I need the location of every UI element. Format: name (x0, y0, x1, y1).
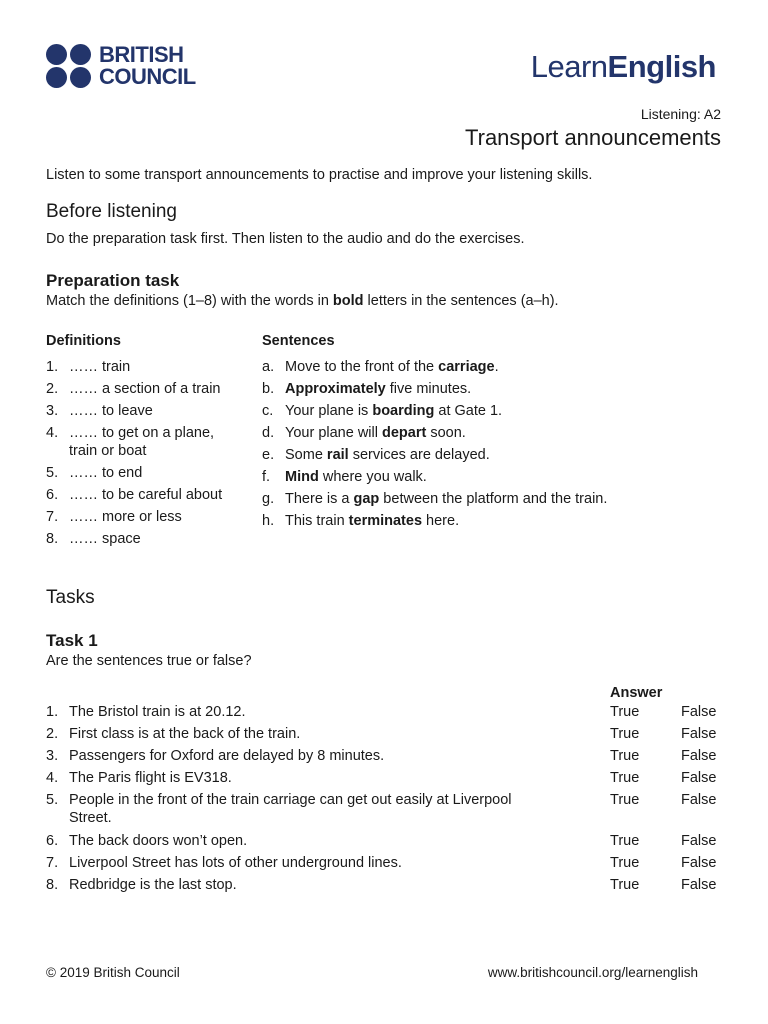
statement-text: Redbridge is the last stop. (69, 877, 237, 893)
definition-number: 6. (46, 487, 59, 503)
sentence-text: services are delayed. (348, 447, 490, 463)
definition-text-continued: train or boat (69, 443, 147, 459)
statement-number: 8. (46, 877, 59, 893)
sentence-text: Some (285, 447, 327, 463)
answer-blank[interactable]: …… (69, 359, 98, 375)
sentence-letter: h. (262, 513, 275, 529)
statement-text: First class is at the back of the train. (69, 726, 301, 742)
answer-blank[interactable]: …… (69, 403, 98, 419)
before-listening-text: Do the preparation task first. Then listen to the audio and do the exercises. (46, 231, 525, 247)
false-option[interactable]: False (681, 833, 717, 849)
sentence-keyword: Mind (285, 469, 319, 485)
preparation-task-heading: Preparation task (46, 271, 180, 290)
sentence-text: Your plane is (285, 403, 373, 419)
statement-text-continued: Street. (69, 810, 112, 826)
false-option[interactable]: False (681, 726, 717, 742)
sentence-keyword: carriage (438, 359, 495, 375)
false-option[interactable]: False (681, 792, 717, 808)
true-option[interactable]: True (610, 748, 640, 764)
statement-number: 3. (46, 748, 59, 764)
copyright-text: © 2019 British Council (46, 965, 180, 980)
true-option[interactable]: True (610, 792, 640, 808)
statement-text: People in the front of the train carriage can get out easily at Liverpool (69, 792, 512, 808)
definition-text: to end (102, 465, 143, 481)
true-option[interactable]: True (610, 770, 640, 786)
page-title: Transport announcements (465, 125, 721, 150)
sentence-letter: a. (262, 359, 275, 375)
sentence-text: at Gate 1. (434, 403, 503, 419)
definition-text: to be careful about (102, 487, 223, 503)
definition-number: 4. (46, 425, 59, 441)
british-council-logo (46, 44, 216, 90)
true-option[interactable]: True (610, 704, 640, 720)
statement-number: 7. (46, 855, 59, 871)
answer-blank[interactable]: …… (69, 487, 98, 503)
sentence-letter: f. (262, 469, 271, 485)
statement-number: 6. (46, 833, 59, 849)
sentence-letter: d. (262, 425, 275, 441)
definition-number: 8. (46, 531, 59, 547)
statement-number: 1. (46, 704, 59, 720)
sentence-letter: g. (262, 491, 275, 507)
sentence-text: There is a (285, 491, 354, 507)
answer-blank[interactable]: …… (69, 465, 98, 481)
sentence-text: five minutes. (385, 381, 472, 397)
answer-blank[interactable]: …… (69, 425, 98, 441)
statement-number: 5. (46, 792, 59, 808)
before-listening-heading: Before listening (46, 201, 177, 222)
sentence-letter: e. (262, 447, 275, 463)
sentence-keyword: boarding (372, 403, 435, 419)
sentence-text: here. (422, 513, 460, 529)
sentence-text: between the platform and the train. (379, 491, 608, 507)
website-link[interactable]: www.britishcouncil.org/learnenglish (487, 965, 698, 980)
preparation-instructions: Match the definitions (1–8) with the words in bold letters in the sentences (a–h). (46, 293, 559, 309)
definition-text: to leave (102, 403, 153, 419)
sentences-heading: Sentences (262, 333, 335, 349)
answer-blank[interactable]: …… (69, 381, 98, 397)
intro-text: Listen to some transport announcements to practise and improve your listening skills. (46, 167, 593, 183)
statement-text: The Paris flight is EV318. (69, 770, 232, 786)
statement-text: The Bristol train is at 20.12. (69, 704, 246, 720)
sentence-text: . (494, 359, 499, 375)
false-option[interactable]: False (681, 770, 717, 786)
statement-number: 2. (46, 726, 59, 742)
sentence-text: This train (285, 513, 349, 529)
level-label: Listening: A2 (640, 106, 721, 122)
sentence-keyword: Approximately (285, 381, 386, 397)
sentence-text: Move to the front of the (285, 359, 439, 375)
sentence-keyword: terminates (348, 513, 423, 529)
definition-number: 3. (46, 403, 59, 419)
definition-number: 1. (46, 359, 59, 375)
statement-text: Passengers for Oxford are delayed by 8 minutes. (69, 748, 385, 764)
true-option[interactable]: True (610, 726, 640, 742)
definition-number: 2. (46, 381, 59, 397)
definition-text: train (102, 359, 131, 375)
sentence-keyword: gap (353, 491, 380, 507)
task1-heading: Task 1 (46, 631, 98, 650)
false-option[interactable]: False (681, 748, 717, 764)
logo-wordmark: BRITISH COUNCIL (99, 42, 196, 89)
answer-heading: Answer (610, 685, 663, 701)
logo-dots-icon (46, 44, 94, 88)
definition-text: a section of a train (102, 381, 221, 397)
true-option[interactable]: True (610, 855, 640, 871)
sentence-keyword: rail (326, 447, 349, 463)
false-option[interactable]: False (681, 704, 717, 720)
statement-text: Liverpool Street has lots of other underground lines. (69, 855, 402, 871)
learnenglish-logo: LearnEnglish (530, 49, 716, 84)
definition-text: to get on a plane, (102, 425, 215, 441)
answer-blank[interactable]: …… (69, 509, 98, 525)
false-option[interactable]: False (681, 877, 717, 893)
sentence-text: Your plane will (285, 425, 382, 441)
false-option[interactable]: False (681, 855, 717, 871)
true-option[interactable]: True (610, 877, 640, 893)
definition-number: 5. (46, 465, 59, 481)
sentence-text: where you walk. (318, 469, 427, 485)
tasks-heading: Tasks (46, 587, 95, 608)
definitions-heading: Definitions (46, 333, 121, 349)
definition-text: more or less (102, 509, 182, 525)
definition-number: 7. (46, 509, 59, 525)
definition-text: space (102, 531, 141, 547)
answer-blank[interactable]: …… (69, 531, 98, 547)
true-option[interactable]: True (610, 833, 640, 849)
sentence-text: soon. (426, 425, 466, 441)
statement-number: 4. (46, 770, 59, 786)
statement-text: The back doors won’t open. (69, 833, 248, 849)
sentence-letter: b. (262, 381, 275, 397)
sentence-keyword: depart (382, 425, 427, 441)
sentence-letter: c. (262, 403, 274, 419)
task1-instructions: Are the sentences true or false? (46, 653, 252, 669)
